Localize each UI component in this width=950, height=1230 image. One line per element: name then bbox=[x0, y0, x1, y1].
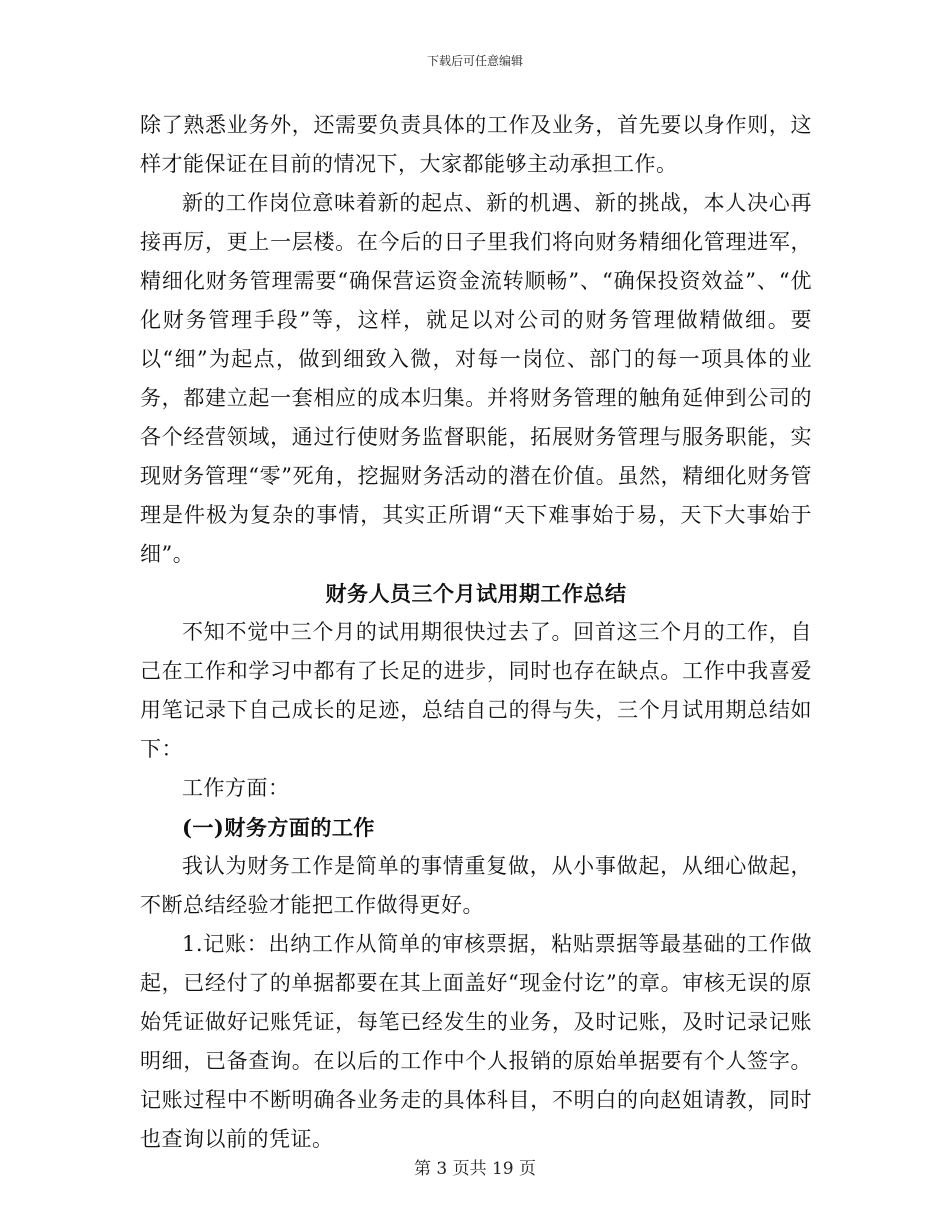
document-body bbox=[140, 106, 812, 1159]
paragraph-work-aspects: 工作方面： bbox=[182, 776, 290, 800]
page-footer: 第 3 页共 19 页 bbox=[413, 1159, 537, 1179]
section-title: 财务人员三个月试用期工作总结 bbox=[325, 581, 627, 606]
page-header: 下载后可任意编辑 bbox=[426, 54, 523, 68]
paragraph-bookkeeping: 1.记账：出纳工作从简单的审核票据，粘贴票据等最基础的工作做起，已经付了的单据都要在其上面盖好“现金付讫”的章。审核无误的原始凭证做好记账凭证，每笔已经发生的业务，及时记账，及时记录记账明细，已备查询。在以后的工作中个人报销的原始单据要有个人签字。记账过程中不断明确各业务走的具体科目，不明白的向赵姐请教，同时也查询以前的凭证。 bbox=[140, 932, 812, 1151]
subheading-finance-work: (一)财务方面的工作 bbox=[182, 815, 375, 840]
paragraph-intro: 不知不觉中三个月的试用期很快过去了。回首这三个月的工作，自己在工作和学习中都有了长足的进步，同时也存在缺点。工作中我喜爱用笔记录下自己成长的足迹，总结自己的得与失，三个月试用期总结如下： bbox=[140, 620, 812, 761]
paragraph-new-position: 新的工作岗位意味着新的起点、新的机遇、新的挑战，本人决心再接再厉，更上一层楼。在今后的日子里我们将向财务精细化管理进军，精细化财务管理需要“确保营运资金流转顺畅”、“确保投资效益”、“优化财务管理手段”等，这样，就足以对公司的财务管理做精做细。要以“细”为起点，做到细致入微，对每一岗位、部门的每一项具体的业务，都建立起一套相应的成本归集。并将财务管理的触角延伸到公司的各个经营领域，通过行使财务监督职能，拓展财务管理与服务职能，实现财务管理“零”死角，挖掘财务活动的潜在价值。虽然，精细化财务管理是件极为复杂的事情，其实正所谓“天下难事始于易，天下大事始于细”。 bbox=[140, 191, 812, 566]
paragraph-finance-philosophy: 我认为财务工作是简单的事情重复做，从小事做起，从细心做起，不断总结经验才能把工作做得更好。 bbox=[140, 854, 812, 917]
paragraph-continuation: 除了熟悉业务外，还需要负责具体的工作及业务，首先要以身作则，这样才能保证在目前的情况下，大家都能够主动承担工作。 bbox=[140, 113, 812, 176]
